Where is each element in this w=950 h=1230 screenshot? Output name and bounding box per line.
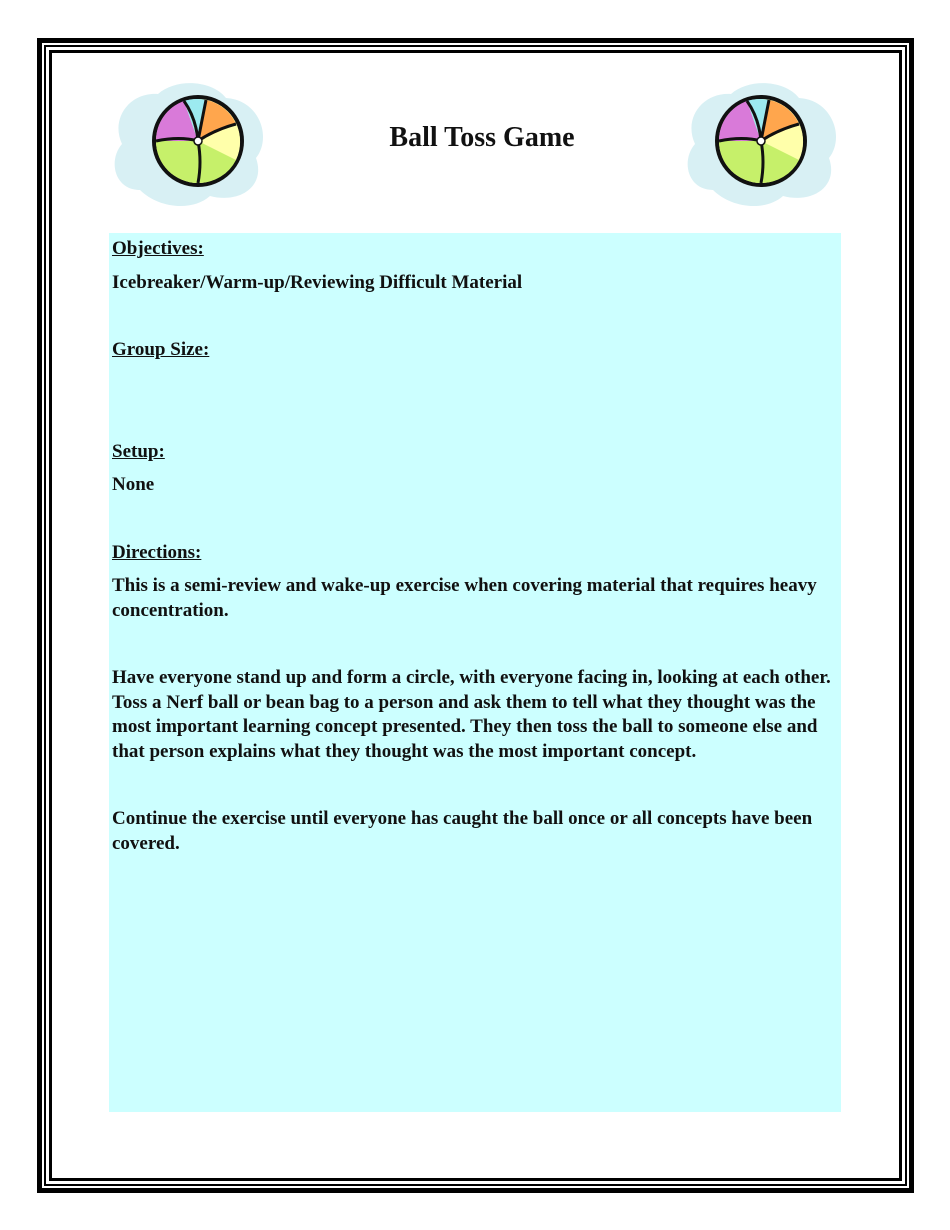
directions-heading: Directions: bbox=[112, 541, 202, 563]
group-size-heading: Group Size: bbox=[112, 339, 210, 360]
setup-text: None bbox=[112, 474, 155, 495]
beach-ball-icon bbox=[110, 78, 266, 208]
beach-ball-icon bbox=[683, 78, 839, 208]
directions-paragraph: Have everyone stand up and form a circle, with everyone facing in, looking at each other. Toss a Nerf ball or bean bag to a person and ask them to tell what they thought was the most important learning concept presented. They then toss the ball to someone else and that person explains what they thought was the most important concept. bbox=[112, 667, 831, 762]
setup-heading: Setup: bbox=[112, 440, 165, 462]
objectives-text: Icebreaker/Warm-up/Reviewing Difficult Material bbox=[112, 271, 523, 293]
page-title: Ball Toss Game bbox=[389, 122, 575, 153]
directions-paragraph: This is a semi-review and wake-up exercise when covering material that requires heavy concentration. bbox=[112, 575, 817, 621]
directions-paragraph: Continue the exercise until everyone has caught the ball once or all concepts have been covered. bbox=[112, 808, 813, 854]
objectives-heading: Objectives: bbox=[112, 238, 204, 259]
content-panel bbox=[109, 233, 841, 1112]
